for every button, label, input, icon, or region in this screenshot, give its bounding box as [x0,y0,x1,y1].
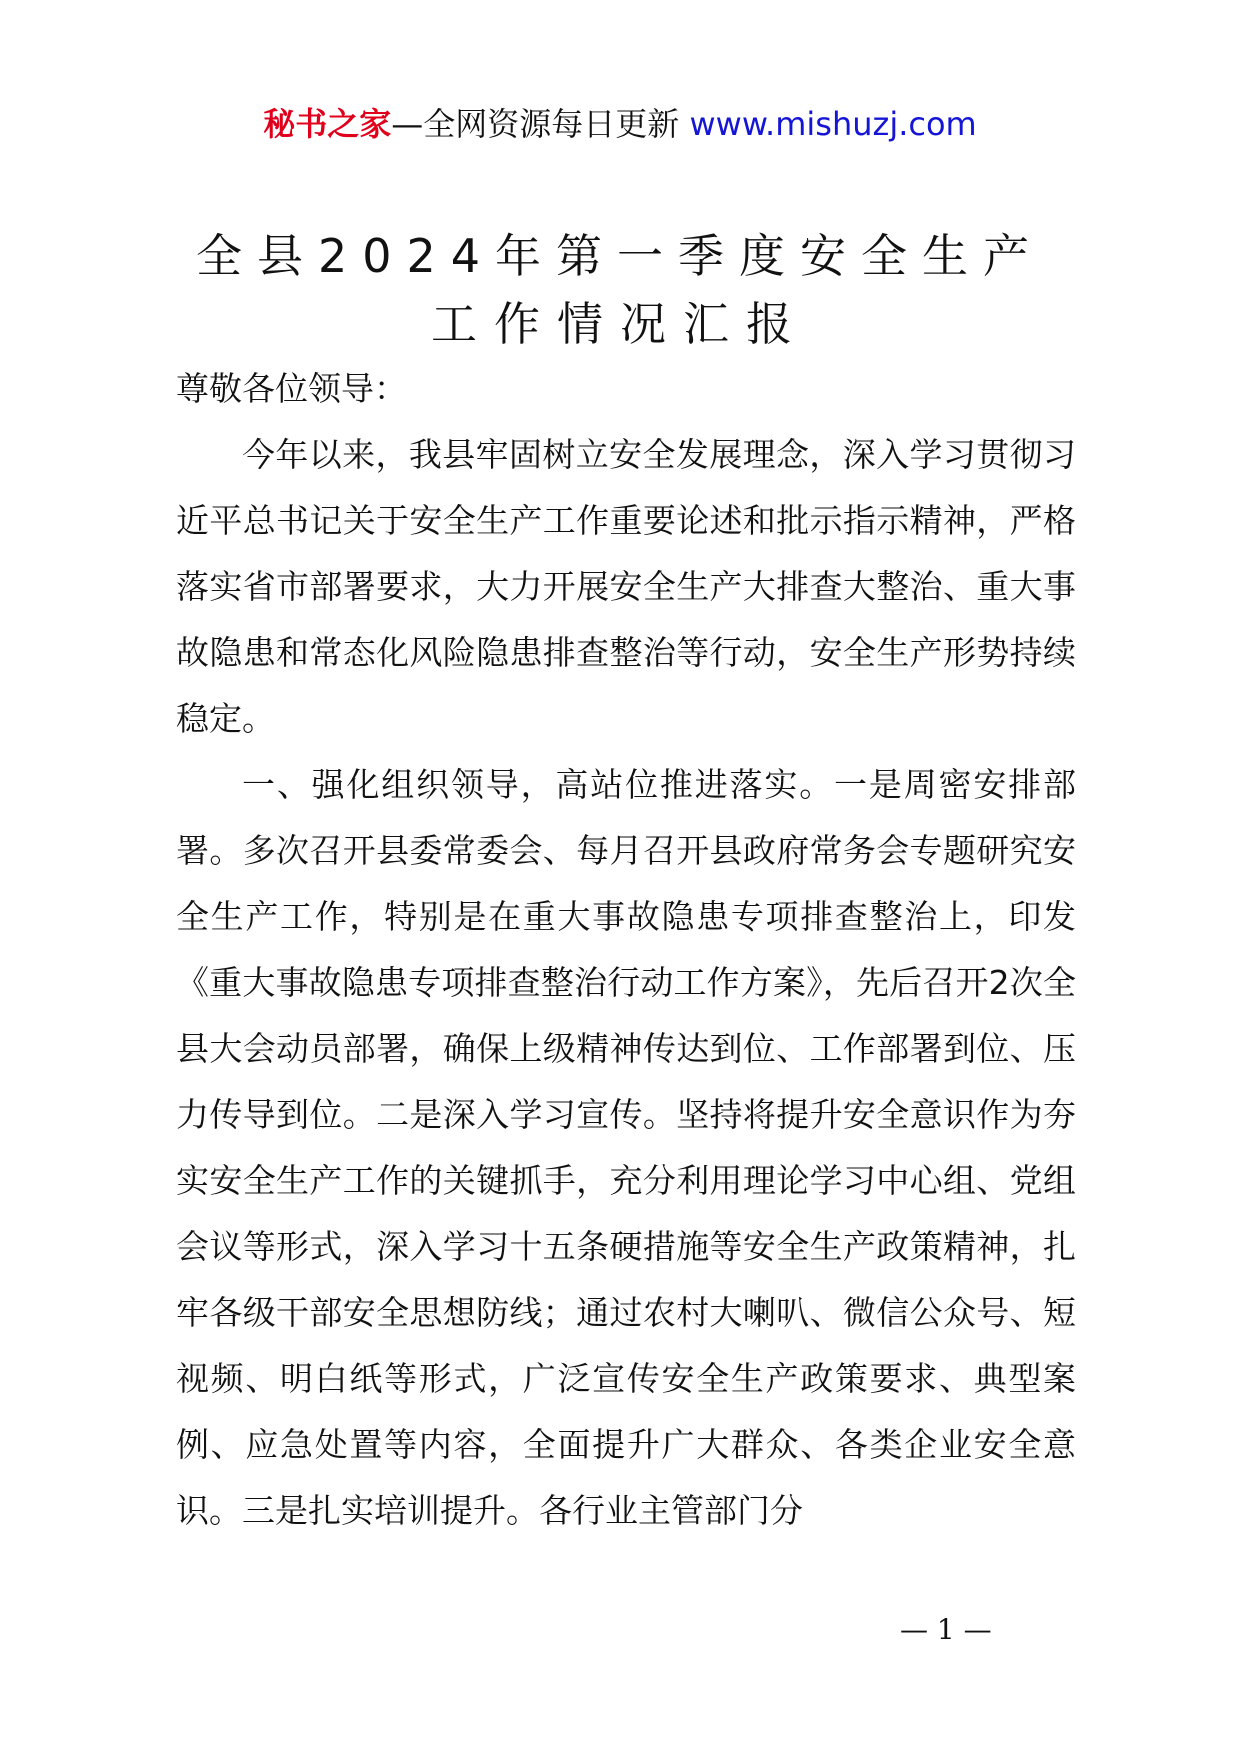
site-slogan: —全网资源每日更新 [391,105,680,143]
document-body [176,356,1076,1544]
site-header [0,100,1240,148]
salutation: 尊敬各位领导： [176,369,407,408]
paragraph-section-1: 一、强化组织领导，高站位推进落实。一是周密安排部署。多次召开县委常委会、每月召开县政府常务会专题研究安全生产工作，特别是在重大事故隐患专项排查整治上，印发《重大事故隐患专项排查整治行动工作方案》，先后召开2次全县大会动员部署，确保上级精神传达到位、工作部署到位、压力传导到位。二是深入学习宣传。坚持将提升安全意识作为夯实安全生产工作的关键抓手，充分利用理论学习中心组、党组会议等形式，深入学习十五条硬措施等安全生产政策精神，扎牢各级干部安全思想防线；通过农村大喇叭、微信公众号、短视频、明白纸等形式，广泛宣传安全生产政策要求、典型案例、应急处置等内容，全面提升广大群众、各类企业安全意识。三是扎实培训提升。各行业主管部门分 [176,765,1076,1530]
title-line-1: 全县2024年第一季度安全生产 [195,229,1045,283]
document-title [0,222,1240,358]
site-name: 秘书之家 [263,105,392,143]
title-line-2: 工作情况汇报 [431,297,809,351]
site-url[interactable]: www.mishuzj.com [689,105,977,143]
page-number: — 1 — [900,1613,992,1646]
paragraph-intro: 今年以来，我县牢固树立安全发展理念，深入学习贯彻习近平总书记关于安全生产工作重要论述和批示指示精神，严格落实省市部署要求，大力开展安全生产大排查大整治、重大事故隐患和常态化风险隐患排查整治等行动，安全生产形势持续稳定。 [176,435,1076,738]
